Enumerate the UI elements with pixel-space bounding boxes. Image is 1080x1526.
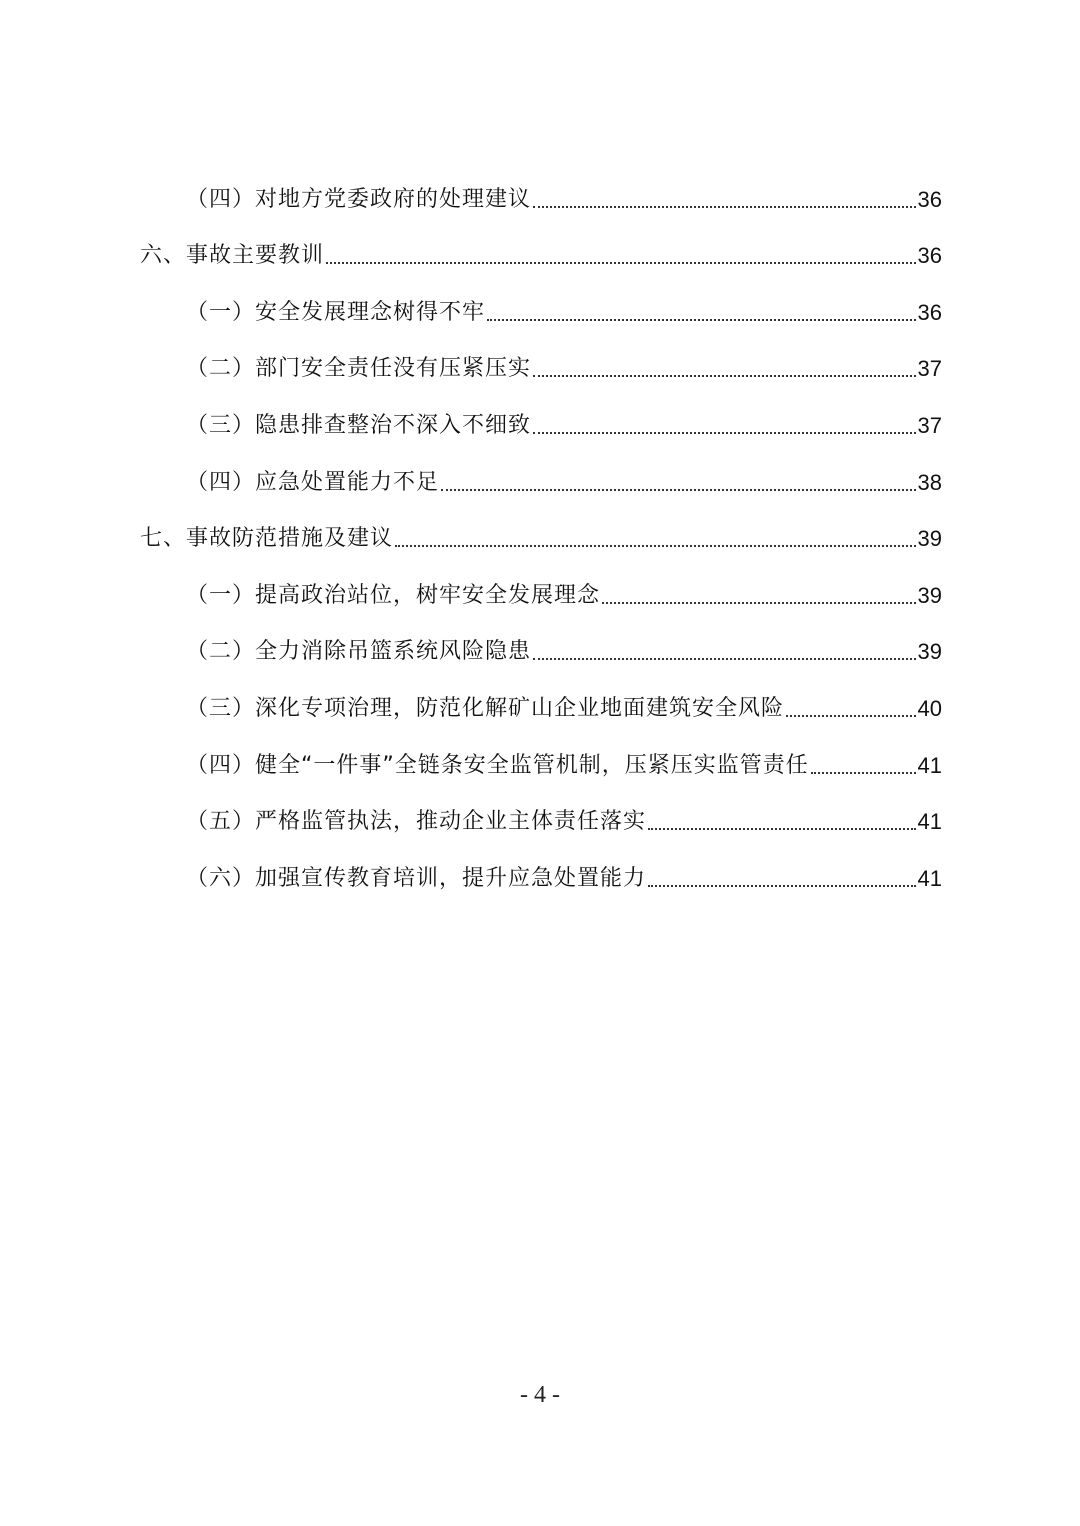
toc-subsection-entry[interactable]	[140, 625, 942, 682]
dot-leader	[602, 602, 916, 604]
toc-entry-title: （三）深化专项治理，防范化解矿山企业地面建筑安全风险	[186, 695, 785, 721]
toc-subsection-entry[interactable]	[140, 681, 942, 738]
dot-leader	[533, 432, 916, 434]
toc-entry-page: 36	[917, 186, 942, 212]
toc-entry-title: （三）隐患排查整治不深入不细致	[186, 412, 532, 438]
toc-entry-page: 39	[917, 582, 942, 608]
dot-leader	[533, 375, 916, 377]
toc-entry-page: 40	[917, 695, 942, 721]
toc-entry-page: 38	[917, 469, 942, 495]
toc-subsection-entry[interactable]	[140, 851, 942, 908]
dot-leader	[326, 262, 916, 264]
dot-leader	[648, 828, 916, 830]
toc-subsection-entry[interactable]	[140, 738, 942, 795]
toc-entry-title: （四）健全“一件事”全链条安全监管机制，压紧压实监管责任	[186, 752, 809, 778]
toc-entry-title: （四）对地方党委政府的处理建议	[186, 186, 532, 212]
toc-entry-page: 41	[917, 752, 942, 778]
toc-entry-page: 36	[917, 243, 942, 269]
toc-entry-title: （四）应急处置能力不足	[186, 469, 440, 495]
toc-subsection-entry[interactable]	[140, 342, 942, 399]
toc-entry-page: 37	[917, 356, 942, 382]
page-number: - 4 -	[520, 1382, 560, 1408]
dot-leader	[441, 489, 916, 491]
toc-subsection-entry[interactable]	[140, 172, 942, 229]
toc-entry-title: 七、事故防范措施及建议	[140, 526, 394, 552]
table-of-contents	[140, 172, 942, 908]
toc-entry-title: （一）安全发展理念树得不牢	[186, 299, 486, 325]
toc-entry-title: （二）部门安全责任没有压紧压实	[186, 356, 532, 382]
toc-entry-title: （五）严格监管执法，推动企业主体责任落实	[186, 809, 647, 835]
dot-leader	[395, 545, 916, 547]
toc-entry-page: 39	[917, 639, 942, 665]
toc-entry-page: 39	[917, 526, 942, 552]
toc-subsection-entry[interactable]	[140, 795, 942, 852]
toc-entry-page: 41	[917, 809, 942, 835]
toc-subsection-entry[interactable]	[140, 455, 942, 512]
toc-subsection-entry[interactable]	[140, 285, 942, 342]
dot-leader	[533, 206, 916, 208]
toc-entry-title: （二）全力消除吊篮系统风险隐患	[186, 639, 532, 665]
toc-entry-page: 36	[917, 299, 942, 325]
dot-leader	[811, 772, 916, 774]
dot-leader	[533, 658, 916, 660]
toc-entry-page: 41	[917, 865, 942, 891]
toc-subsection-entry[interactable]	[140, 398, 942, 455]
dot-leader	[786, 715, 916, 717]
dot-leader	[487, 319, 916, 321]
toc-entry-page: 37	[917, 412, 942, 438]
toc-entry-title: （一）提高政治站位，树牢安全发展理念	[186, 582, 601, 608]
toc-section-entry[interactable]	[140, 229, 942, 286]
toc-subsection-entry[interactable]	[140, 568, 942, 625]
toc-section-entry[interactable]	[140, 512, 942, 569]
toc-entry-title: （六）加强宣传教育培训，提升应急处置能力	[186, 865, 647, 891]
dot-leader	[648, 885, 916, 887]
toc-entry-title: 六、事故主要教训	[140, 243, 325, 269]
